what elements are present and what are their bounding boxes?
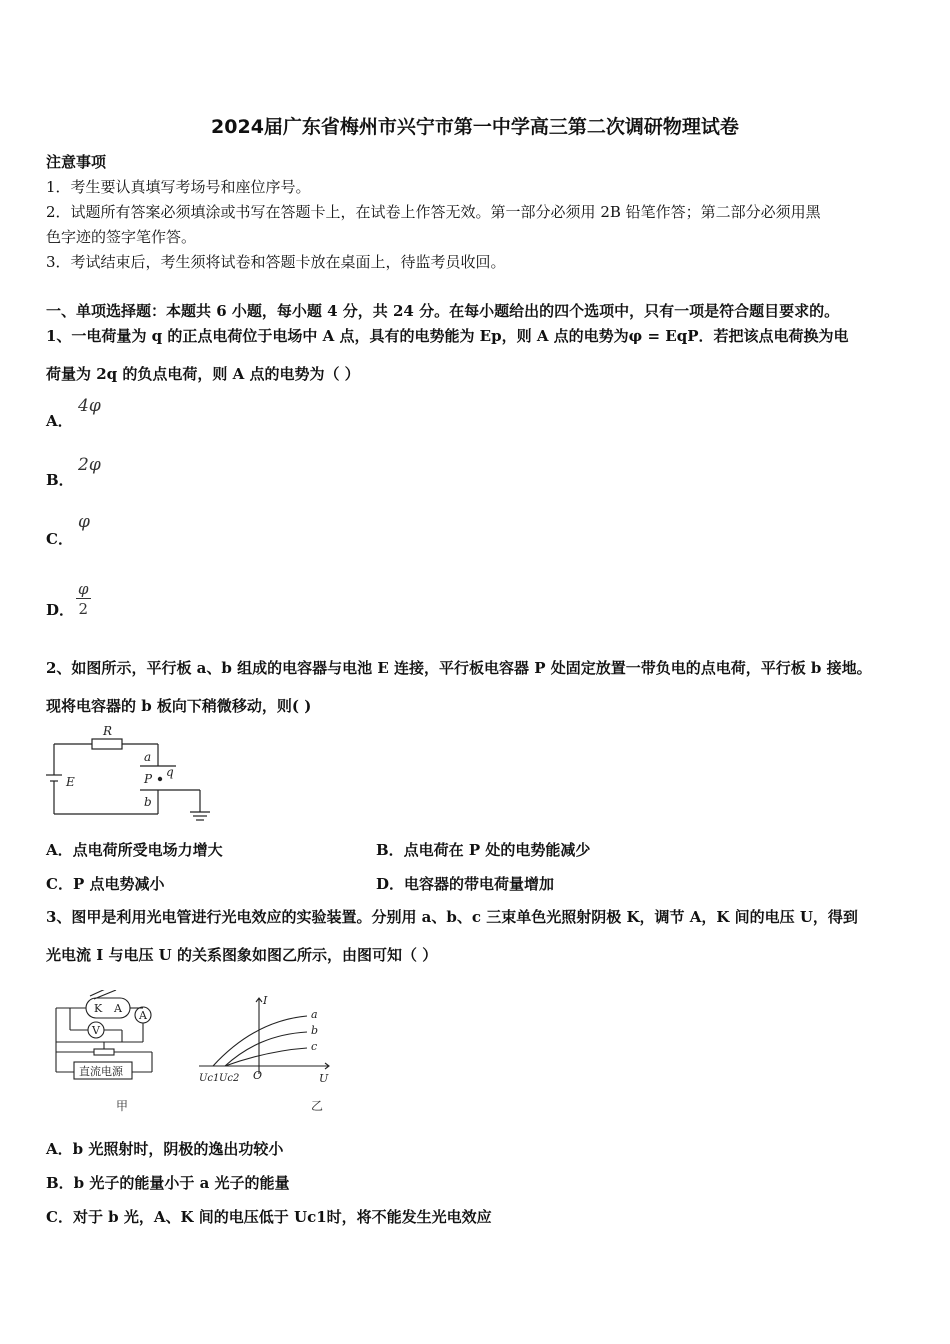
label-e: E [66,775,75,789]
label-k: K [94,1002,103,1015]
q1-option-d-label: D． [46,601,75,619]
iv-curve-graph [195,992,335,1088]
notice-item-3: 3．考试结束后，考生须将试卷和答题卡放在桌面上，待监考员收回。 [46,253,506,271]
q3-stem-line1: 3、图甲是利用光电管进行光电效应的实验装置。分别用 a、b、c 三束单色光照射阴极 K，调节 A，K 间的电压 U，得到 [46,908,858,926]
q2-stem-line2: 现将电容器的 b 板向下稍微移动，则( ) [46,697,312,715]
label-a: a [144,750,152,764]
q1-stem-line1: 1、一电荷量为 q 的正点电荷位于电场中 A 点，具有的电势能为 Ep，则 A 点的电势为φ = EqP．若把该点电荷换为电 [46,327,849,345]
uc2-label: Uc2 [219,1073,240,1084]
q2-option-d: D．电容器的带电荷量增加 [376,875,555,893]
q3-option-c: C．对于 b 光，A、K 间的电压低于 Uc1时，将不能发生光电效应 [46,1208,492,1226]
origin-label: O [253,1069,263,1082]
figure-caption-jia: 甲 [116,1099,129,1113]
dc-source-label: 直流电源 [79,1065,123,1078]
label-a-electrode: A [114,1002,122,1015]
q1-option-d-denominator: 2 [78,600,89,618]
label-p: P [144,772,153,786]
notice-item-1: 1．考生要认真填写考场号和座位序号。 [46,178,311,196]
q2-option-a: A．点电荷所受电场力增大 [46,841,223,859]
label-b: b [144,795,152,809]
curve-b-label: b [311,1024,319,1037]
label-r: R [103,724,113,738]
q1-option-a-math: 4φ [78,396,101,416]
q3-option-b: B．b 光子的能量小于 a 光子的能量 [46,1174,290,1192]
voltmeter-label: V [92,1024,100,1037]
label-q: q [166,765,174,779]
q1-stem-line2: 荷量为 2q 的负点电荷，则 A 点的电势为（ ） [46,365,360,383]
ammeter-label: A [139,1009,147,1022]
axis-label-i: I [263,994,268,1007]
notice-item-2-cont: 色字迹的签字笔作答。 [46,228,197,246]
q2-stem-line1: 2、如图所示，平行板 a、b 组成的电容器与电池 E 连接，平行板电容器 P 处固定放置一带负电的点电荷，平行板 b 接地。 [46,659,872,677]
notice-heading: 注意事项 [46,153,107,171]
q1-option-d-numerator: φ [78,580,89,598]
curve-c [225,1048,307,1066]
notice-item-2: 2．试题所有答案必须填涂或书写在答题卡上，在试卷上作答无效。第一部分必须用 2B 铅笔作答；第二部分必须用黑 [46,203,821,221]
photocell-apparatus-diagram [50,990,160,1090]
q2-option-b: B．点电荷在 P 处的电势能减少 [376,841,591,859]
q2-option-c: C．P 点电势减小 [46,875,165,893]
curve-c-label: c [311,1040,318,1053]
uc1-label: Uc1 [199,1073,220,1084]
page-title: 2024届广东省梅州市兴宁市第一中学高三第二次调研物理试卷 [211,116,739,138]
capacitor-circuit-diagram [40,724,215,830]
q1-option-d-fraction [76,580,91,619]
q3-option-a: A．b 光照射时，阴极的逸出功较小 [46,1140,284,1158]
q1-option-b-math: 2φ [78,455,101,475]
figure-caption-yi: 乙 [311,1099,324,1113]
section-heading: 一、单项选择题：本题共 6 小题，每小题 4 分，共 24 分。在每小题给出的四个选项中，只有一项是符合题目要求的。 [46,302,840,320]
q1-option-b-label: B． [46,471,74,489]
curve-a [213,1016,307,1066]
q3-stem-line2: 光电流 I 与电压 U 的关系图象如图乙所示，由图可知（ ） [46,946,438,964]
axis-label-u: U [319,1072,329,1085]
q1-option-a-label: A． [46,412,73,430]
q1-option-c-math: φ [78,512,90,532]
q1-option-c-label: C． [46,530,73,548]
curve-a-label: a [311,1008,318,1021]
